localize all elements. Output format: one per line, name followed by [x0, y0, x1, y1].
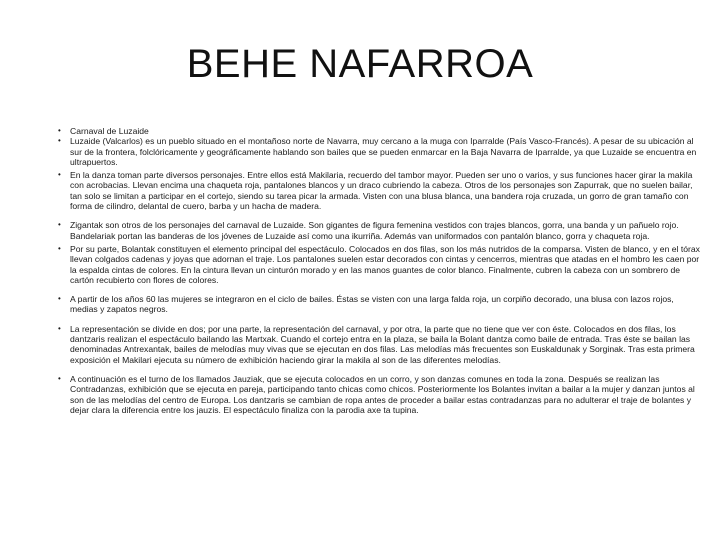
slide-title: BEHE NAFARROA	[186, 42, 534, 86]
bullet-item: • A partir de los años 60 las mujeres se integraron en el ciclo de bailes. Éstas se visten con una larga falda roja, un corpiño decorado, una blusa con lazos rojos, medias y zapatos negros.	[60, 294, 700, 315]
bullet-item: • Luzaide (Valcarlos) es un pueblo situado en el montañoso norte de Navarra, muy cercano a la muga con Iparralde (País Vasco-Francés). A pesar de su ubicación al sur de la frontera, folclóricamente y geográficamente hablando son bailes que se pueden enmarcar en la Baja Navarra de Iparralde, ya que Luzaide se encuentra en ultrapuertos.	[60, 136, 700, 167]
bullet-item: • La representación se divide en dos; por una parte, la representación del carnaval, y por otra, la parte que no tiene que ver con éste. Colocados en dos filas, los dantzaris realizan el espectáculo bailando las Martxak. Cuando el cortejo entra en la plaza, se baila la Bolant dantza como baile de entrada. Tras éste se bailan las denominadas Antrexantak, bailes de melodías muy vivas que se ejecutan en dos filas. Las melodías más frecuentes son Euskaldunak y Sorginak. Tras esta primera exposición el Makilari ejecuta su número de exhibición haciendo girar la makila al son de las diferentes melodías.	[60, 324, 700, 365]
bullet-item: • Por su parte, Bolantak constituyen el elemento principal del espectáculo. Colocados en dos filas, son los más nutridos de la comparsa. Visten de blanco, y en el tórax llevan colgados cadenas y joyas que adornan el traje. Los pantalones suelen estar decorados con cintas y cencerros, mientras que atadas en el hombro les caen por la espalda cintas de colores. En la cintura llevan un cinturón morado y en las manos guantes de color blanco. Finalmente, cubren la cabeza con un sombrero de cartón recubierto con flores de colores.	[60, 244, 700, 285]
bullet-item: • A continuación es el turno de los llamados Jauziak, que se ejecuta colocados en un corro, y son danzas comunes en toda la zona. Después se realizan las Contradanzas, exhibición que se ejecuta en pareja, participando tanto chicas como chicos. Posteriormente los Bolantes invitan a bailar a la mujer y danzan juntos al son de las melodías del centro de Europa. Los dantzaris se cambian de ropa antes de proceder a bailar estas contradanzas para no adulterar el traje de bolantes y dejar clara la diferencia entre los jauzis. El espectáculo finaliza con la parodia axe ta tupina.	[60, 374, 700, 415]
bullet-item: • Zigantak son otros de los personajes del carnaval de Luzaide. Son gigantes de figura femenina vestidos con trajes blancos, gorra, una banda y un pañuelo rojo. Bandelariak portan las banderas de los jóvenes de Luzaide así como una ikurriña. Además van uniformados con pantalón blanco, gorra y chaqueta roja.	[60, 220, 700, 241]
bullet-list	[60, 126, 700, 424]
bullet-item: • Carnaval de Luzaide	[60, 126, 700, 136]
bullet-item: • En la danza toman parte diversos personajes. Entre ellos está Makilaria, recuerdo del tambor mayor. Pueden ser uno o varios, y sus funciones hacer girar la makila con acrobacias. Llevan encima una chaqueta roja, pantalones blancos y un draco cubriendo la cabeza. Otros de los personajes son Zapurrak, que no suelen bailar, tan solo se limitan a participar en el cortejo, siendo su tarea picar la armada. Visten con una blusa blanca, una bandera roja cruzada, un gorro de gran tamaño con forma de cilindro, delantal de cuero, barba y un hacha de madera.	[60, 170, 700, 211]
